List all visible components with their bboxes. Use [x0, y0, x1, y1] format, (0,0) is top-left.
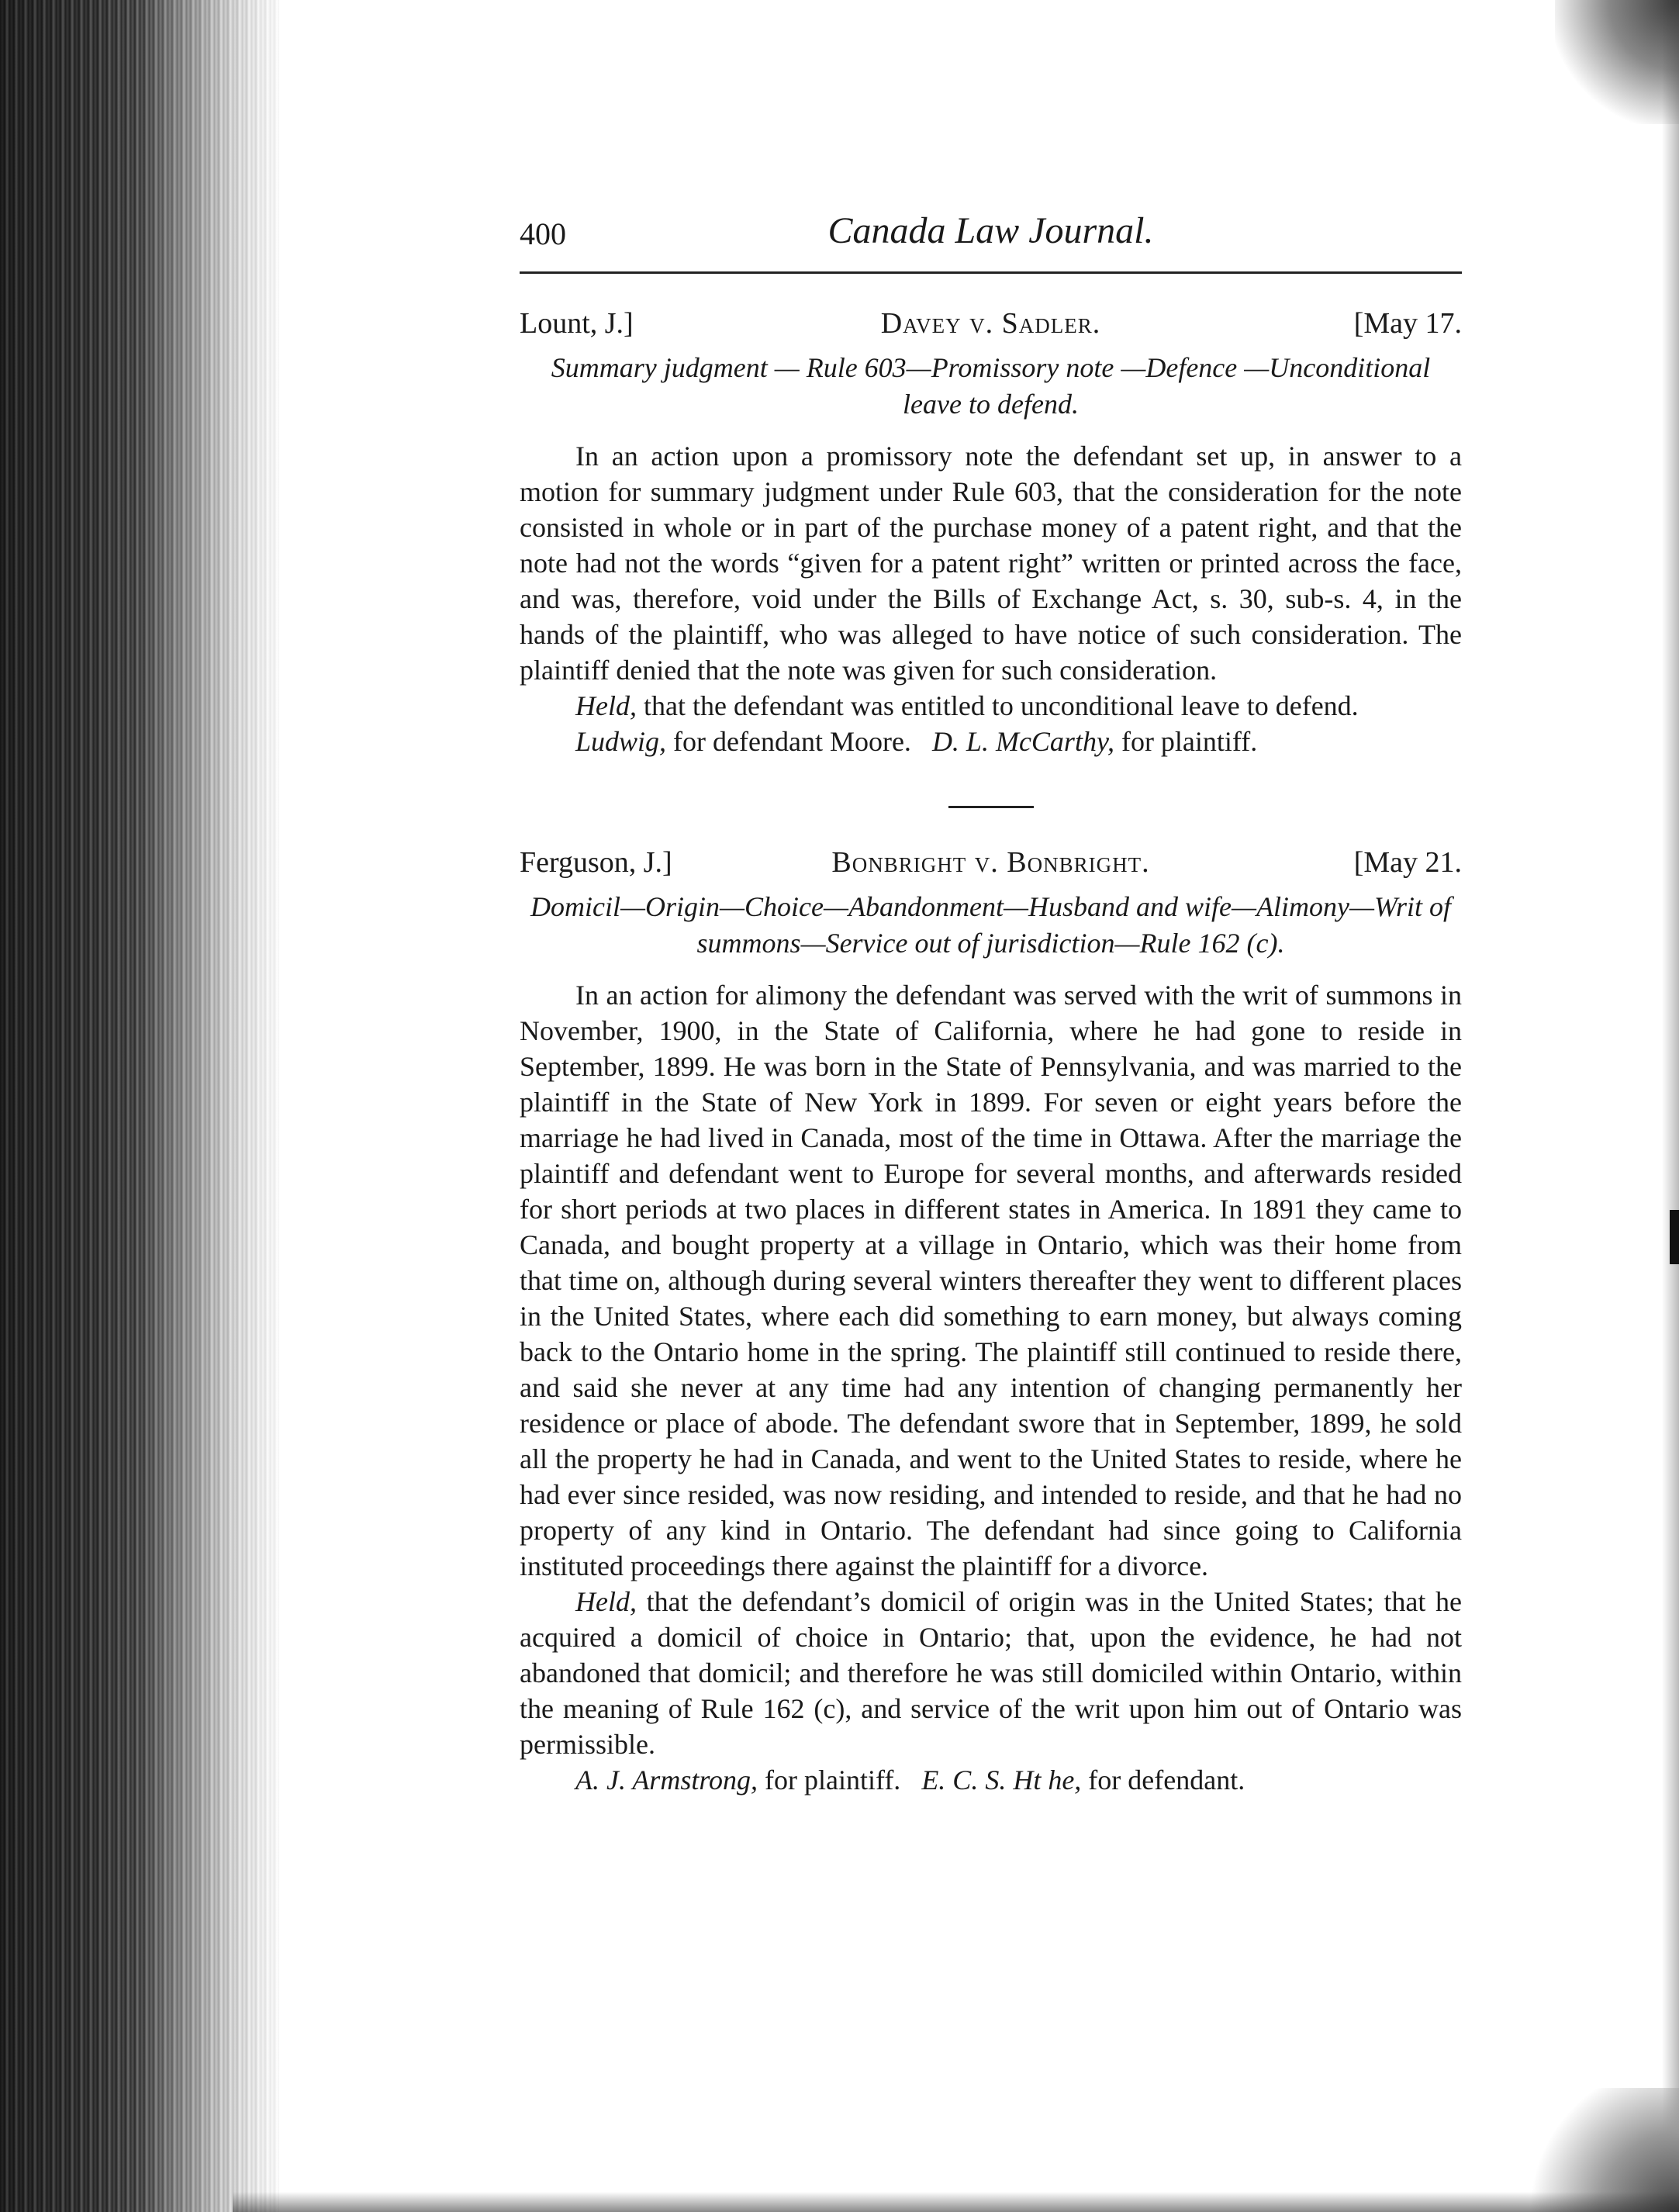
case-davey-v-sadler	[520, 306, 1462, 759]
case-counsel	[520, 1762, 1462, 1798]
case-headnote: Summary judgment — Rule 603—Promissory note —Defence —Unconditional leave to defend.	[551, 352, 1431, 420]
counsel-role: for defendant.	[1081, 1764, 1245, 1796]
scan-bottom-edge	[233, 2192, 1679, 2212]
case-judge: Lount, J.]	[520, 307, 634, 340]
counsel-role: for defendant Moore.	[666, 726, 911, 757]
counsel-name: D. L. McCarthy,	[931, 726, 1114, 757]
case-headnote: Domicil—Origin—Choice—Abandonment—Husband and wife—Alimony—Writ of summons—Service out of jurisdiction—Rule 162 (c).	[530, 891, 1451, 959]
held-label: Held,	[575, 1586, 637, 1617]
case-heading	[520, 845, 1462, 889]
case-title: Bonbright v. Bonbright.	[831, 846, 1150, 879]
journal-title: Canada Law Journal.	[827, 210, 1154, 251]
scan-edge-mark	[1670, 1210, 1679, 1264]
case-title: Davey v. Sadler.	[880, 307, 1101, 340]
binding-fade	[140, 0, 295, 2212]
held-text: that the defendant’s domicil of origin was in the United States; that he acquired a domicil of choice in Ontario; that, upon the evidence, he had not abandoned that domicil; and therefore he was still domiciled within Ontario, within the meaning of Rule 162 (c), and service of the writ upon him out of Ontario was permissible.	[520, 1586, 1462, 1760]
case-date: [May 17.	[1353, 307, 1462, 340]
scan-corner-top-right	[1555, 0, 1679, 124]
case-counsel	[520, 724, 1462, 759]
journal-page	[520, 209, 1462, 1798]
case-separator	[948, 806, 1034, 808]
case-body: In an action for alimony the defendant was served with the writ of summons in November, 1900, in the State of California, where he had gone to reside in September, 1899. He was born in the State of Pennsylvania, and was married to the plaintiff in the State of New York in 1899. For seven or eight years before the marriage he had lived in Canada, most of the time in Ottawa. After the marriage the plaintiff and defendant went to Europe for several months, and afterwards resided for short periods at two places in different states in America. In 1891 they came to Canada, and bought property at a village in Ontario, which was their home from that time on, although during several winters thereafter they went to different places in the United States, where each did something to earn money, but always coming back to the Ontario home in the spring. The plaintiff still continued to reside there, and said she never at any time had any intention of changing permanently her residence or place of abode. The defendant swore that in September, 1899, he sold all the property he had in Canada, and went to the United States to reside, where he had ever since resided, was now residing, and intended to reside, and that he had no property of any kind in Ontario. The defendant had since going to California instituted proceedings there against the plaintiff for a divorce.	[520, 980, 1462, 1581]
page-number: 400	[520, 216, 566, 251]
case-held	[520, 688, 1462, 724]
counsel-role: for plaintiff.	[1114, 726, 1258, 757]
scan-edge-right	[1662, 0, 1679, 2212]
case-date: [May 21.	[1353, 846, 1462, 879]
case-judge: Ferguson, J.]	[520, 846, 672, 879]
counsel-name: A. J. Armstrong,	[575, 1764, 758, 1796]
counsel-name: Ludwig,	[575, 726, 667, 757]
held-label: Held,	[575, 690, 637, 721]
case-body: In an action upon a promissory note the defendant set up, in answer to a motion for summary judgment under Rule 603, that the consideration for the note consisted in whole or in part of the purchase money of a patent right, and that the note had not the words “given for a patent right” written or printed across the face, and was, therefore, void under the Bills of Exchange Act, s. 30, sub-s. 4, in the hands of the plaintiff, who was alleged to have notice of such consideration. The plaintiff denied that the note was given for such consideration.	[520, 441, 1462, 686]
running-head	[520, 209, 1462, 274]
held-text: that the defendant was entitled to unconditional leave to defend.	[636, 690, 1359, 721]
case-bonbright-v-bonbright	[520, 845, 1462, 1798]
counsel-name: E. C. S. Ht he,	[921, 1764, 1082, 1796]
counsel-role: for plaintiff.	[758, 1764, 901, 1796]
case-heading	[520, 306, 1462, 350]
case-held	[520, 1584, 1462, 1762]
